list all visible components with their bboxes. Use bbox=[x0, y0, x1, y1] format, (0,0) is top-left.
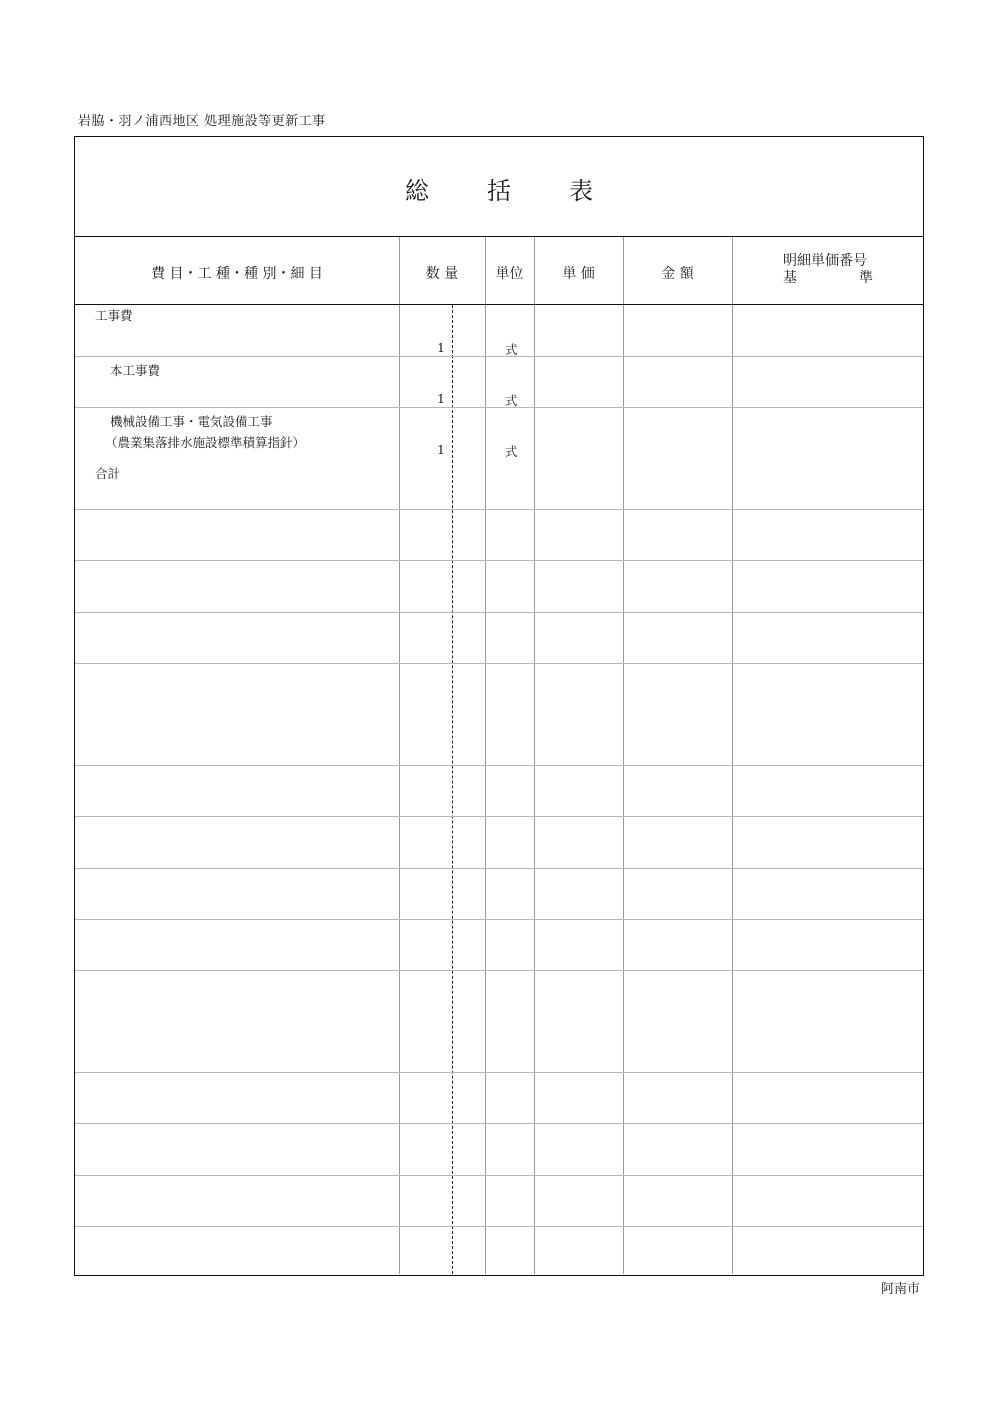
header-ref-line2-right: 準 bbox=[859, 270, 873, 286]
header-amount: 金 額 bbox=[661, 266, 694, 282]
project-title: 岩脇・羽ノ浦西地区 処理施設等更新工事 bbox=[78, 114, 326, 129]
footer-issuer: 阿南市 bbox=[880, 1282, 920, 1297]
header-ref-line1: 明細単価番号 bbox=[783, 253, 867, 269]
row-divider bbox=[75, 1175, 923, 1176]
row-divider bbox=[75, 765, 923, 766]
summary-table bbox=[75, 237, 923, 1274]
document-title: 総括表 bbox=[405, 177, 651, 205]
row-divider bbox=[75, 970, 923, 971]
row-item-note: （農業集落排水施設標準積算指針） bbox=[105, 435, 306, 450]
header-item: 費 目・工 種・種 別・細 目 bbox=[151, 266, 323, 282]
column-divider bbox=[623, 237, 624, 1274]
row-divider bbox=[75, 816, 923, 817]
row-quantity: 1 bbox=[437, 340, 445, 355]
row-unit: 式 bbox=[505, 342, 518, 357]
row-unit: 式 bbox=[505, 393, 518, 408]
row-divider bbox=[75, 509, 923, 510]
header-ref-line2-left: 基 bbox=[783, 270, 797, 286]
row-divider bbox=[75, 868, 923, 869]
row-divider bbox=[75, 663, 923, 664]
row-quantity: 1 bbox=[437, 391, 445, 406]
header-unit-price: 単 価 bbox=[562, 266, 595, 282]
row-divider bbox=[75, 919, 923, 920]
row-divider bbox=[75, 407, 923, 408]
row-divider bbox=[75, 1072, 923, 1073]
column-divider bbox=[485, 237, 486, 1274]
row-divider bbox=[75, 1123, 923, 1124]
column-divider bbox=[399, 237, 400, 1274]
column-divider bbox=[534, 237, 535, 1274]
row-total-label: 合計 bbox=[95, 466, 121, 481]
summary-sheet bbox=[74, 136, 924, 1276]
header-rule bbox=[75, 304, 923, 305]
row-divider bbox=[75, 612, 923, 613]
title-box bbox=[75, 137, 923, 237]
row-quantity: 1 bbox=[437, 442, 445, 457]
row-divider bbox=[75, 560, 923, 561]
row-item-name: 工事費 bbox=[95, 308, 133, 323]
row-item-name: 本工事費 bbox=[110, 363, 161, 378]
row-item-name: 機械設備工事・電気設備工事 bbox=[110, 414, 273, 429]
quantity-decimal-divider bbox=[452, 305, 453, 1274]
header-unit: 単位 bbox=[495, 266, 524, 282]
row-divider bbox=[75, 356, 923, 357]
row-divider bbox=[75, 1226, 923, 1227]
column-divider bbox=[732, 237, 733, 1274]
row-unit: 式 bbox=[505, 444, 518, 459]
header-quantity: 数 量 bbox=[425, 266, 459, 282]
